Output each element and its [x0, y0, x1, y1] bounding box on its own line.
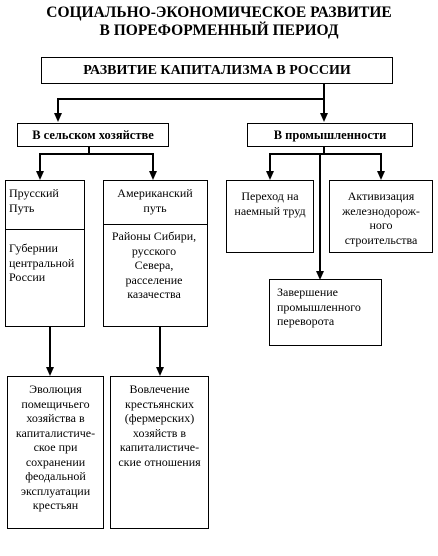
prussian-regions: Губернии центральной России: [9, 241, 75, 284]
agriculture-label: В сельском хозяйстве: [32, 127, 154, 142]
to-hired-labor-line: [269, 153, 271, 172]
agriculture-branch-line: [40, 153, 153, 155]
american-outcome-arrow: [156, 367, 164, 376]
to-industry-arrow: [320, 113, 328, 122]
root-box: [41, 57, 393, 84]
industry-stem: [323, 147, 325, 154]
to-american-arrow: [149, 171, 157, 180]
american-title: Американский путь: [117, 186, 193, 215]
industry-label: В промышленности: [273, 127, 387, 142]
page-title-line-2: В ПОРЕФОРМЕННЫЙ ПЕРИОД: [99, 22, 339, 39]
to-prussian-line: [39, 153, 41, 172]
page-title-line-1: СОЦИАЛЬНО-ЭКОНОМИЧЕСКОЕ РАЗВИТИЕ: [46, 4, 392, 21]
prussian-outcome-text: Эволюция помещичьего хозяйства в капиталистиче-ское при сохранении феодальной эксплуатации крестьян: [15, 382, 96, 512]
root-label: РАЗВИТИЕ КАПИТАЛИЗМА В РОССИИ: [83, 62, 351, 78]
prussian-outcome-line: [49, 327, 51, 368]
hired-labor-text: Переход на наемный труд: [234, 189, 306, 218]
american-outcome-line: [159, 327, 161, 368]
industry-branch-line: [270, 153, 381, 155]
railways-text: Активизация железнодорож-ного строительства: [342, 189, 420, 247]
american-regions: Районы Сибири, русского Севера, расселение казачества: [111, 229, 197, 301]
to-prussian-arrow: [36, 171, 44, 180]
american-divider: [103, 224, 208, 225]
root-branch-line: [58, 98, 324, 100]
agriculture-box: [17, 123, 169, 147]
american-outcome-text: Вовлечение крестьянских (фермерских) хозяйств в капиталистиче-ские отношения: [118, 382, 201, 469]
to-railways-arrow: [377, 171, 385, 180]
to-hired-labor-arrow: [266, 171, 274, 180]
prussian-divider: [5, 229, 85, 230]
prussian-title: Прусский Путь: [9, 186, 59, 215]
to-revolution-line: [319, 153, 321, 273]
agriculture-stem: [88, 147, 90, 154]
revolution-text: Завершение промышленного переворота: [277, 285, 361, 328]
industry-box: [247, 123, 413, 147]
prussian-outcome-arrow: [46, 367, 54, 376]
to-agriculture-arrow: [54, 113, 62, 122]
root-to-branch-connector: [323, 84, 325, 99]
to-american-line: [152, 153, 154, 172]
to-railways-line: [380, 153, 382, 172]
